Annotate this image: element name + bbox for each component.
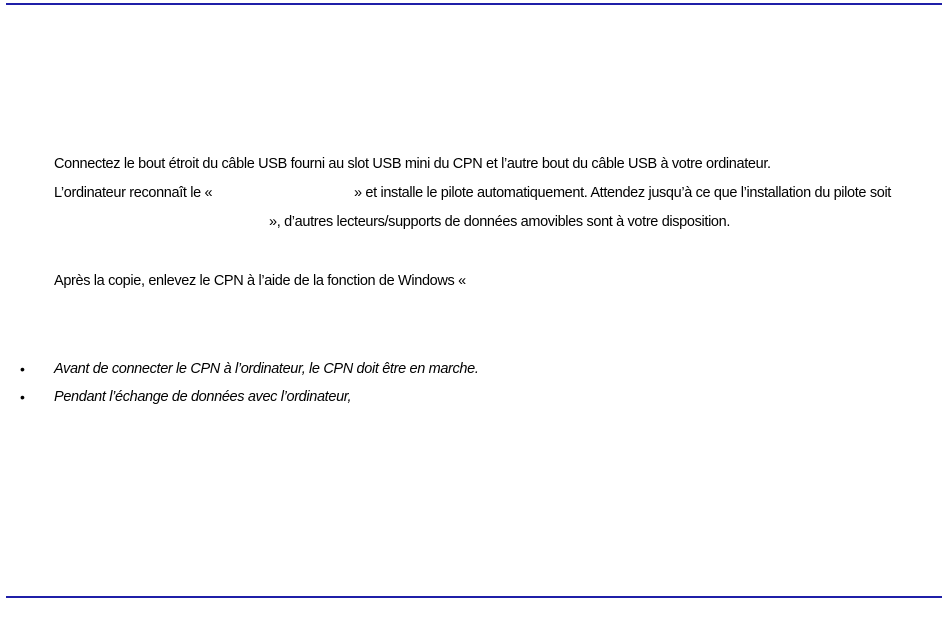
top-rule bbox=[6, 3, 942, 5]
paragraph1-line3: », d’autres lecteurs/supports de données amovibles sont à votre disposition. bbox=[269, 214, 731, 230]
paragraph2-line1: Après la copie, enlevez le CPN à l’aide de la fonction de Windows « bbox=[54, 273, 466, 289]
paragraph1-line1: Connectez le bout étroit du câble USB fourni au slot USB mini du CPN et l’autre bout du câble USB à votre ordinateur. bbox=[54, 156, 771, 172]
note-item-2: Pendant l’échange de données avec l’ordinateur, bbox=[54, 389, 352, 405]
bullet-icon: • bbox=[20, 389, 25, 405]
note-item-1: Avant de connecter le CPN à l’ordinateur, le CPN doit être en marche. bbox=[54, 361, 479, 377]
paragraph1-line2-suffix: » et installe le pilote automatiquement. Attendez jusqu’à ce que l’installation du pilote soit bbox=[354, 185, 891, 201]
bottom-rule bbox=[6, 596, 942, 598]
paragraph1-line2-prefix: L’ordinateur reconnaît le « bbox=[54, 185, 213, 201]
bullet-icon: • bbox=[20, 361, 25, 377]
